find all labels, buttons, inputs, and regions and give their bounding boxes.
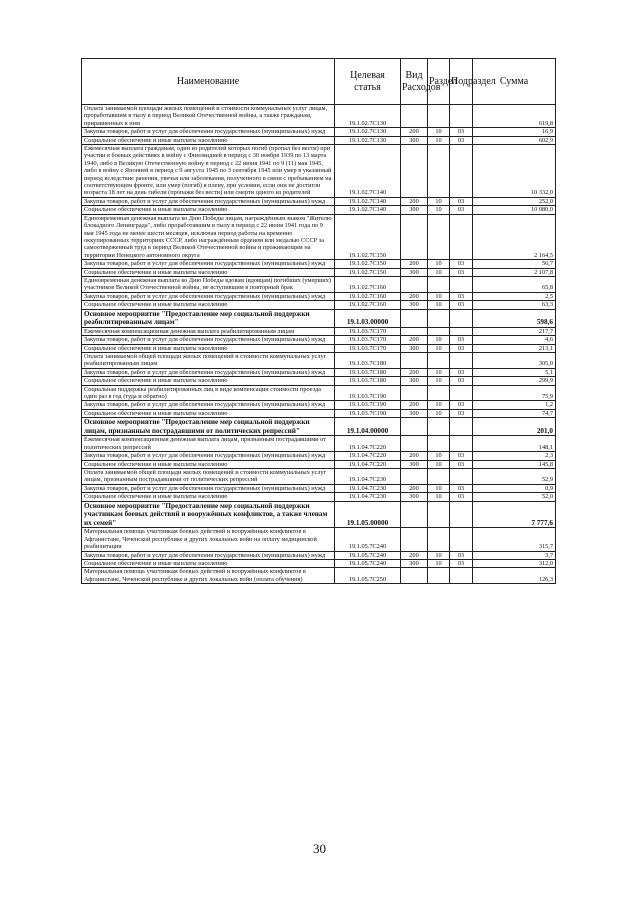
row-target-cell: 19.1.03.7С190	[335, 409, 401, 417]
row-target-cell: 19.1.03.7С190	[335, 385, 401, 401]
table-row	[82, 560, 556, 568]
row-name-cell: Закупка товаров, работ и услуг для обеспечения государственных (муниципальных) нужд	[82, 368, 335, 376]
row-subsection-cell	[450, 145, 473, 198]
row-name-cell: Закупка товаров, работ и услуг для обеспечения государственных (муниципальных) нужд	[82, 551, 335, 559]
row-type-cell: 300	[401, 301, 428, 309]
row-sum-cell: 2 107,8	[473, 268, 556, 276]
table-row	[82, 436, 556, 452]
row-subsection-cell: 03	[450, 206, 473, 214]
table-row	[82, 268, 556, 276]
row-target-cell: 19.1.03.7С170	[335, 336, 401, 344]
table-row	[82, 452, 556, 460]
row-sum-cell: 315,7	[473, 528, 556, 551]
row-target-cell: 19.1.02.7С160	[335, 292, 401, 300]
row-sum-cell: 52,9	[473, 469, 556, 485]
table-header-row	[82, 59, 556, 105]
row-sum-cell: 126,3	[473, 568, 556, 584]
row-name-cell: Социальное обеспечение и иные выплаты населению	[82, 136, 335, 144]
row-name-cell: Социальное обеспечение и иные выплаты населению	[82, 268, 335, 276]
row-target-cell: 19.1.02.7С130	[335, 136, 401, 144]
row-subsection-cell: 03	[450, 493, 473, 501]
row-name-cell: Социальное обеспечение и иные выплаты населению	[82, 560, 335, 568]
row-subsection-cell	[450, 568, 473, 584]
row-target-cell: 19.1.02.7С150	[335, 268, 401, 276]
table-row-section	[82, 501, 556, 528]
row-sum-cell: 63,3	[473, 301, 556, 309]
row-target-cell: 19.1.05.7С240	[335, 551, 401, 559]
row-target-cell: 19.1.05.7С250	[335, 568, 401, 584]
row-sum-cell: 305,0	[473, 352, 556, 368]
row-name-cell: Закупка товаров, работ и услуг для обеспечения государственных (муниципальных) нужд	[82, 401, 335, 409]
row-name-cell: Оплата занимаемой площади жилых помещений и стоимости коммунальных услуг лицам, проработавшим в тылу в период Великой Отечественной войны, а также гражданам, приравненных к ним	[82, 105, 335, 128]
row-sum-cell: 252,0	[473, 197, 556, 205]
row-type-cell	[401, 327, 428, 335]
row-subsection-cell: 03	[450, 452, 473, 460]
row-sum-cell: 602,9	[473, 136, 556, 144]
row-type-cell: 200	[401, 336, 428, 344]
table-row	[82, 336, 556, 344]
row-type-cell	[401, 105, 428, 128]
table-row	[82, 352, 556, 368]
row-section-cell: 10	[428, 136, 450, 144]
row-subsection-cell	[450, 327, 473, 335]
table-row	[82, 401, 556, 409]
header-subsection: Подраздел	[450, 59, 473, 105]
row-section-cell: 10	[428, 268, 450, 276]
row-subsection-cell: 03	[450, 136, 473, 144]
row-section-cell: 10	[428, 452, 450, 460]
row-type-cell	[401, 568, 428, 584]
row-type-cell	[401, 214, 428, 259]
row-type-cell: 200	[401, 452, 428, 460]
row-subsection-cell: 03	[450, 368, 473, 376]
row-target-cell: 19.1.05.7С240	[335, 528, 401, 551]
row-sum-cell: 217,7	[473, 327, 556, 335]
row-name-cell: Материальная помощь участникам боевых действий и вооружённых конфликтов в Афганистане, Чеченской республике и других локальных войн (оплата обучения)	[82, 568, 335, 584]
table-row-section	[82, 418, 556, 436]
table-row	[82, 469, 556, 485]
row-name-cell: Закупка товаров, работ и услуг для обеспечения государственных (муниципальных) нужд	[82, 336, 335, 344]
row-sum-cell: 619,8	[473, 105, 556, 128]
row-target-cell: 19.1.02.7С140	[335, 206, 401, 214]
row-type-cell: 200	[401, 292, 428, 300]
row-sum-cell: 7 777,6	[473, 501, 556, 528]
row-subsection-cell: 03	[450, 377, 473, 385]
header-name: Наименование	[82, 59, 335, 105]
row-section-cell	[428, 214, 450, 259]
row-subsection-cell	[450, 469, 473, 485]
table-row	[82, 206, 556, 214]
row-target-cell: 19.1.04.7С230	[335, 493, 401, 501]
row-name-cell: Ежемесячная компенсационная денежная выплата лицам, признанным пострадавшими от политических репрессий	[82, 436, 335, 452]
table-row	[82, 409, 556, 417]
row-target-cell: 19.1.02.7С130	[335, 105, 401, 128]
table-row	[82, 344, 556, 352]
row-target-cell: 19.1.03.7С190	[335, 401, 401, 409]
row-type-cell	[401, 309, 428, 327]
row-name-cell: Социальное обеспечение и иные выплаты населению	[82, 206, 335, 214]
row-sum-cell: 75,9	[473, 385, 556, 401]
row-type-cell: 300	[401, 493, 428, 501]
row-subsection-cell: 03	[450, 260, 473, 268]
table-row	[82, 214, 556, 259]
row-type-cell	[401, 469, 428, 485]
row-sum-cell: 598,6	[473, 309, 556, 327]
row-section-cell: 10	[428, 260, 450, 268]
row-name-cell: Социальное обеспечение и иные выплаты населению	[82, 460, 335, 468]
row-subsection-cell: 03	[450, 460, 473, 468]
row-sum-cell: 312,0	[473, 560, 556, 568]
header-type: Вид Расходов	[401, 59, 428, 105]
row-section-cell	[428, 568, 450, 584]
row-target-cell: 19.1.03.7С170	[335, 344, 401, 352]
row-subsection-cell: 03	[450, 401, 473, 409]
row-subsection-cell: 03	[450, 268, 473, 276]
row-subsection-cell: 03	[450, 128, 473, 136]
table-row	[82, 528, 556, 551]
row-name-cell: Социальное обеспечение и иные выплаты населению	[82, 377, 335, 385]
header-sum: Сумма	[473, 59, 556, 105]
row-sum-cell: 10 080,0	[473, 206, 556, 214]
row-section-cell: 10	[428, 460, 450, 468]
row-section-cell	[428, 436, 450, 452]
row-sum-cell: 4,6	[473, 336, 556, 344]
row-type-cell	[401, 436, 428, 452]
table-row	[82, 292, 556, 300]
row-name-cell: Единовременная денежная выплата ко Дню Победы вдовам (вдовцам) погибших (умерших) участников Великой Отечественной войны, не вступившим в повторный брак	[82, 276, 335, 292]
row-target-cell: 19.1.03.7С180	[335, 377, 401, 385]
row-sum-cell: 10 332,0	[473, 145, 556, 198]
row-section-cell	[428, 385, 450, 401]
row-target-cell: 19.1.04.00000	[335, 418, 401, 436]
row-section-cell: 10	[428, 368, 450, 376]
row-section-cell	[428, 105, 450, 128]
row-type-cell	[401, 501, 428, 528]
row-subsection-cell	[450, 418, 473, 436]
row-type-cell: 200	[401, 401, 428, 409]
row-subsection-cell: 03	[450, 197, 473, 205]
row-type-cell: 200	[401, 551, 428, 559]
row-section-cell	[428, 145, 450, 198]
row-name-cell: Закупка товаров, работ и услуг для обеспечения государственных (муниципальных) нужд	[82, 128, 335, 136]
row-subsection-cell	[450, 276, 473, 292]
header-target: Целевая статья	[335, 59, 401, 105]
row-type-cell: 300	[401, 460, 428, 468]
row-target-cell: 19.1.03.7С180	[335, 368, 401, 376]
row-subsection-cell	[450, 501, 473, 528]
row-section-cell: 10	[428, 197, 450, 205]
table-row-section	[82, 309, 556, 327]
row-target-cell: 19.1.05.00000	[335, 501, 401, 528]
row-section-cell: 10	[428, 409, 450, 417]
row-sum-cell: 2,5	[473, 292, 556, 300]
row-section-cell: 10	[428, 292, 450, 300]
row-sum-cell: 74,7	[473, 409, 556, 417]
row-subsection-cell	[450, 385, 473, 401]
row-target-cell: 19.1.02.7С160	[335, 301, 401, 309]
row-sum-cell: 148,1	[473, 436, 556, 452]
row-sum-cell: 52,0	[473, 493, 556, 501]
row-type-cell: 300	[401, 377, 428, 385]
row-type-cell: 200	[401, 197, 428, 205]
row-subsection-cell: 03	[450, 551, 473, 559]
table-row	[82, 301, 556, 309]
row-name-cell: Основное мероприятие "Предоставление мер социальной поддержки реабилитированным лицам"	[82, 309, 335, 327]
table-row	[82, 128, 556, 136]
row-sum-cell: 16,9	[473, 128, 556, 136]
row-section-cell	[428, 501, 450, 528]
row-target-cell: 19.1.04.7С220	[335, 452, 401, 460]
row-section-cell: 10	[428, 560, 450, 568]
row-type-cell: 200	[401, 260, 428, 268]
row-name-cell: Закупка товаров, работ и услуг для обеспечения государственных (муниципальных) нужд	[82, 452, 335, 460]
row-section-cell: 10	[428, 336, 450, 344]
row-type-cell: 200	[401, 128, 428, 136]
row-name-cell: Социальное обеспечение и иные выплаты населению	[82, 344, 335, 352]
row-name-cell: Закупка товаров, работ и услуг для обеспечения государственных (муниципальных) нужд	[82, 260, 335, 268]
row-name-cell: Социальное обеспечение и иные выплаты населению	[82, 409, 335, 417]
row-name-cell: Социальное обеспечение и иные выплаты населению	[82, 301, 335, 309]
row-sum-cell: 2,3	[473, 452, 556, 460]
row-section-cell: 10	[428, 344, 450, 352]
table-row	[82, 197, 556, 205]
row-sum-cell: 3,7	[473, 551, 556, 559]
row-name-cell: Оплата занимаемой общей площади жилых помещений и стоимости коммунальных услуг реабилитированным лицам	[82, 352, 335, 368]
row-section-cell: 10	[428, 206, 450, 214]
row-section-cell	[428, 327, 450, 335]
row-target-cell: 19.1.05.7С240	[335, 560, 401, 568]
row-sum-cell: 145,8	[473, 460, 556, 468]
row-target-cell: 19.1.03.7С180	[335, 352, 401, 368]
table-row	[82, 260, 556, 268]
row-type-cell: 300	[401, 409, 428, 417]
row-target-cell: 19.1.02.7С140	[335, 145, 401, 198]
row-sum-cell: 5,1	[473, 368, 556, 376]
table-row	[82, 568, 556, 584]
row-subsection-cell	[450, 105, 473, 128]
row-section-cell	[428, 352, 450, 368]
row-name-cell: Ежемесячная выплата гражданам, один из родителей которых погиб (пропал без вести) при участии в боевых действиях в войну с Финляндией в период с 30 ноября 1939 по 13 марта 1940, либо в Великую Отечественную войну в период с 22 июня 1941 по 9 (11) мая 1945, либо в войну с Японией в период с 9 августа 1945 по 3 сентября 1945 или умер в указанный период вследствие ранения, увечья или заболевания, полученного в связи с пребыванием на соответствующем фронте, или умер (погиб) в плену, при условии, если они не достигли возраста 18 лет на день гибели (пропажи без вести) или смерти одного из родителей	[82, 145, 335, 198]
row-sum-cell: 65,8	[473, 276, 556, 292]
row-name-cell: Материальная помощь участникам боевых действий и вооружённых конфликтов в Афганистане, Чеченской республике и других локальных войн на оплату медицинской реабилитации	[82, 528, 335, 551]
budget-table	[81, 58, 556, 584]
row-section-cell: 10	[428, 493, 450, 501]
row-sum-cell: 299,9	[473, 377, 556, 385]
row-target-cell: 19.1.03.7С170	[335, 327, 401, 335]
row-target-cell: 19.1.04.7С230	[335, 484, 401, 492]
row-target-cell: 19.1.02.7С150	[335, 260, 401, 268]
row-section-cell: 10	[428, 484, 450, 492]
row-subsection-cell: 03	[450, 301, 473, 309]
row-name-cell: Оплата занимаемой общей площади жилых помещений и стоимости коммунальных услуг лицам, признанным пострадавшими от политических репрессий	[82, 469, 335, 485]
row-name-cell: Социальная поддержка реабилитированных лиц в виде компенсации стоимости проезда один раз в год (туда и обратно)	[82, 385, 335, 401]
header-section: Раздел	[428, 59, 450, 105]
page-number: 30	[313, 841, 326, 856]
table-row	[82, 493, 556, 501]
row-type-cell: 200	[401, 484, 428, 492]
row-target-cell: 19.1.02.7С150	[335, 214, 401, 259]
row-sum-cell: 2 164,5	[473, 214, 556, 259]
row-name-cell: Закупка товаров, работ и услуг для обеспечения государственных (муниципальных) нужд	[82, 292, 335, 300]
row-subsection-cell	[450, 436, 473, 452]
row-target-cell: 19.1.04.7С220	[335, 436, 401, 452]
row-sum-cell: 201,0	[473, 418, 556, 436]
row-section-cell: 10	[428, 128, 450, 136]
row-type-cell: 300	[401, 344, 428, 352]
row-subsection-cell: 03	[450, 484, 473, 492]
row-target-cell: 19.1.02.7С130	[335, 128, 401, 136]
row-section-cell: 10	[428, 401, 450, 409]
row-subsection-cell: 03	[450, 560, 473, 568]
row-type-cell	[401, 352, 428, 368]
row-subsection-cell: 03	[450, 409, 473, 417]
row-sum-cell: 1,2	[473, 401, 556, 409]
table-row	[82, 327, 556, 335]
row-type-cell	[401, 528, 428, 551]
row-section-cell: 10	[428, 301, 450, 309]
row-section-cell	[428, 276, 450, 292]
row-section-cell	[428, 528, 450, 551]
row-type-cell: 300	[401, 206, 428, 214]
table-row	[82, 460, 556, 468]
row-name-cell: Социальное обеспечение и иные выплаты населению	[82, 493, 335, 501]
row-subsection-cell	[450, 352, 473, 368]
row-subsection-cell	[450, 528, 473, 551]
table-row	[82, 484, 556, 492]
row-subsection-cell	[450, 309, 473, 327]
row-type-cell: 300	[401, 268, 428, 276]
row-type-cell: 300	[401, 560, 428, 568]
row-type-cell	[401, 276, 428, 292]
row-subsection-cell: 03	[450, 344, 473, 352]
row-section-cell: 10	[428, 551, 450, 559]
row-section-cell	[428, 309, 450, 327]
table-row	[82, 276, 556, 292]
row-target-cell: 19.1.02.7С160	[335, 276, 401, 292]
row-subsection-cell: 03	[450, 292, 473, 300]
row-sum-cell: 0,9	[473, 484, 556, 492]
table-body	[82, 105, 556, 584]
row-type-cell: 200	[401, 368, 428, 376]
row-section-cell	[428, 469, 450, 485]
row-subsection-cell	[450, 214, 473, 259]
row-name-cell: Единовременная денежная выплата ко Дню Победы лицам, награждённым знаком "Жителю блокадного Ленинграда", либо проработавшим в тылу в период с 22 июня 1941 года по 9 мая 1945 года не менее шести месяцев, исключая период работы на временно оккупированных территориях СССР, либо награждённым орденом или медалью СССР за самоотверженный труд в период Великой Отечественной войны и проживающим на территории Ненецкого автономного округа	[82, 214, 335, 259]
row-type-cell: 300	[401, 136, 428, 144]
row-type-cell	[401, 145, 428, 198]
row-target-cell: 19.1.04.7С230	[335, 469, 401, 485]
table-row	[82, 368, 556, 376]
row-type-cell	[401, 385, 428, 401]
row-name-cell: Основное мероприятие "Предоставление мер социальной поддержки участникам боевых действий и вооружённых конфликтов, а также членам их семей"	[82, 501, 335, 528]
table-row	[82, 385, 556, 401]
row-type-cell	[401, 418, 428, 436]
table-row	[82, 136, 556, 144]
row-name-cell: Ежемесячная компенсационная денежная выплата реабилитированным лицам	[82, 327, 335, 335]
row-target-cell: 19.1.04.7С220	[335, 460, 401, 468]
row-section-cell: 10	[428, 377, 450, 385]
table-row	[82, 145, 556, 198]
row-sum-cell: 56,7	[473, 260, 556, 268]
row-section-cell	[428, 418, 450, 436]
table-row	[82, 105, 556, 128]
row-name-cell: Закупка товаров, работ и услуг для обеспечения государственных (муниципальных) нужд	[82, 197, 335, 205]
table-row	[82, 377, 556, 385]
row-sum-cell: 213,1	[473, 344, 556, 352]
row-subsection-cell: 03	[450, 336, 473, 344]
table-row	[82, 551, 556, 559]
row-target-cell: 19.1.03.00000	[335, 309, 401, 327]
row-name-cell: Основное мероприятие "Предоставление мер социальной поддержки лицам, признанным пострадавшими от политических репрессий"	[82, 418, 335, 436]
row-name-cell: Закупка товаров, работ и услуг для обеспечения государственных (муниципальных) нужд	[82, 484, 335, 492]
row-target-cell: 19.1.02.7С140	[335, 197, 401, 205]
